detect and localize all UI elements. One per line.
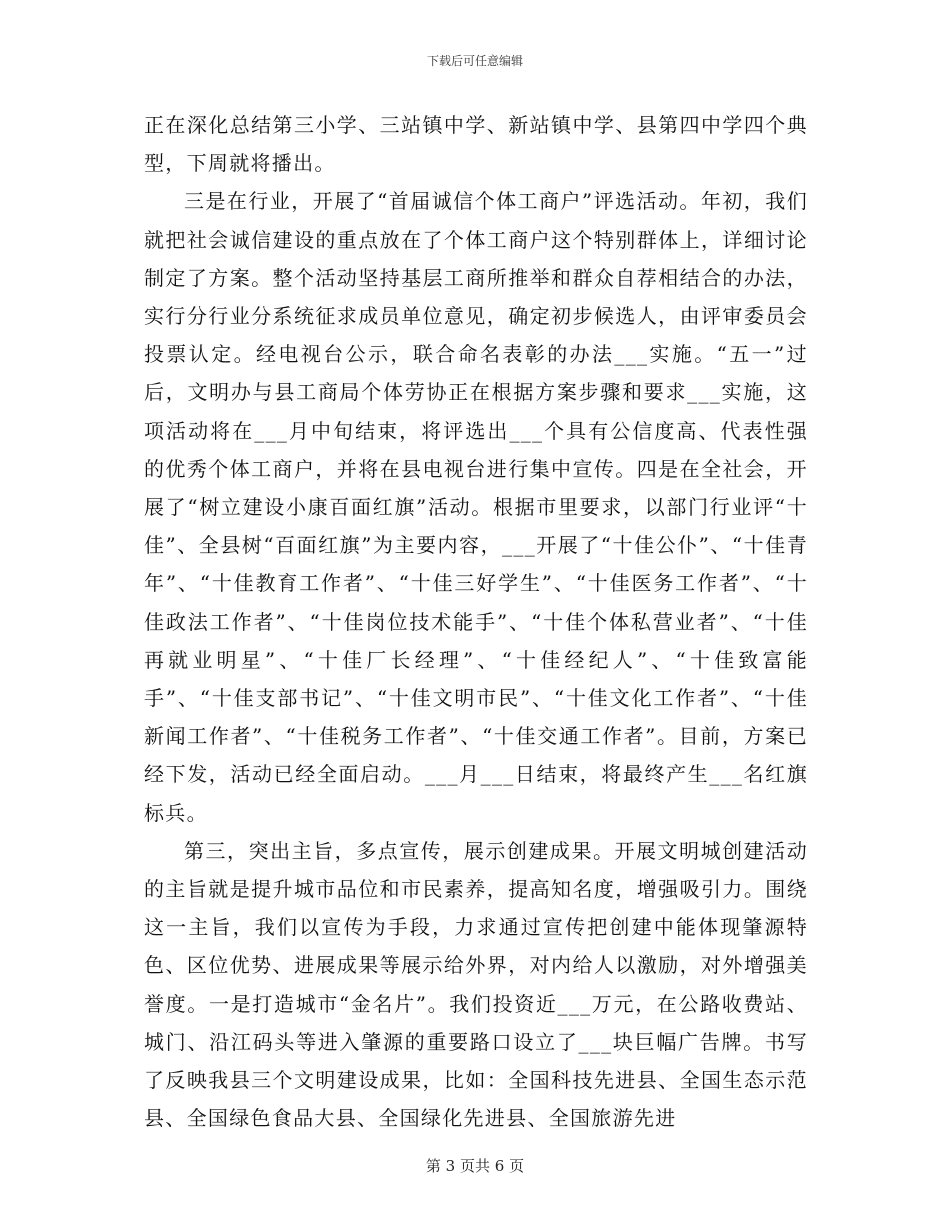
paragraph-1: 正在深化总结第三小学、三站镇中学、新站镇中学、县第四中学四个典型，下周就将播出。 [144, 113, 808, 176]
page-header: 下载后可任意编辑 [426, 54, 523, 68]
paragraph-2: 三是在行业，开展了“首届诚信个体工商户”评选活动。年初，我们就把社会诚信建设的重点放在了个体工商户这个特别群体上，详细讨论制定了方案。整个活动坚持基层工商所推举和群众自荐相结合的办法，实行分行业分系统征求成员单位意见，确定初步候选人，由评审委员会投票认定。经电视台公示，联合命名表彰的办法___实施。“五一”过后，文明办与县工商局个体劳协正在根据方案步骤和要求___实施，这项活动将在___月中旬结束，将评选出___个具有公信度高、代表性强的优秀个体工商户，并将在县电视台进行集中宣传。四是在全社会，开展了“树立建设小康百面红旗”活动。根据市里要求，以部门行业评“十佳”、全县树“百面红旗”为主要内容，___开展了“十佳公仆”、“十佳青年”、“十佳教育工作者”、“十佳三好学生”、“十佳医务工作者”、“十佳政法工作者”、“十佳岗位技术能手”、“十佳个体私营业者”、“十佳再就业明星”、“十佳厂长经理”、“十佳经纪人”、“十佳致富能手”、“十佳支部书记”、“十佳文明市民”、“十佳文化工作者”、“十佳新闻工作者”、“十佳税务工作者”、“十佳交通工作者”。目前，方案已经下发，活动已经全面启动。___月___日结束，将最终产生___名红旗标兵。 [144, 189, 808, 825]
paragraph-3: 第三，突出主旨，多点宣传，展示创建成果。开展文明城创建活动的主旨就是提升城市品位和市民素养，提高知名度，增强吸引力。围绕这一主旨，我们以宣传为手段，力求通过宣传把创建中能体现肇源特色、区位优势、进展成果等展示给外界，对内给人以激励，对外增强美誉度。一是打造城市“金名片”。我们投资近___万元，在公路收费站、城门、沿江码头等进入肇源的重要路口设立了___块巨幅广告牌。书写了反映我县三个文明建设成果，比如：全国科技先进县、全国生态示范县、全国绿色食品大县、全国绿化先进县、全国旅游先进 [144, 838, 808, 1131]
page-footer: 第 3 页共 6 页 [425, 1157, 525, 1175]
document-body [144, 106, 808, 1137]
